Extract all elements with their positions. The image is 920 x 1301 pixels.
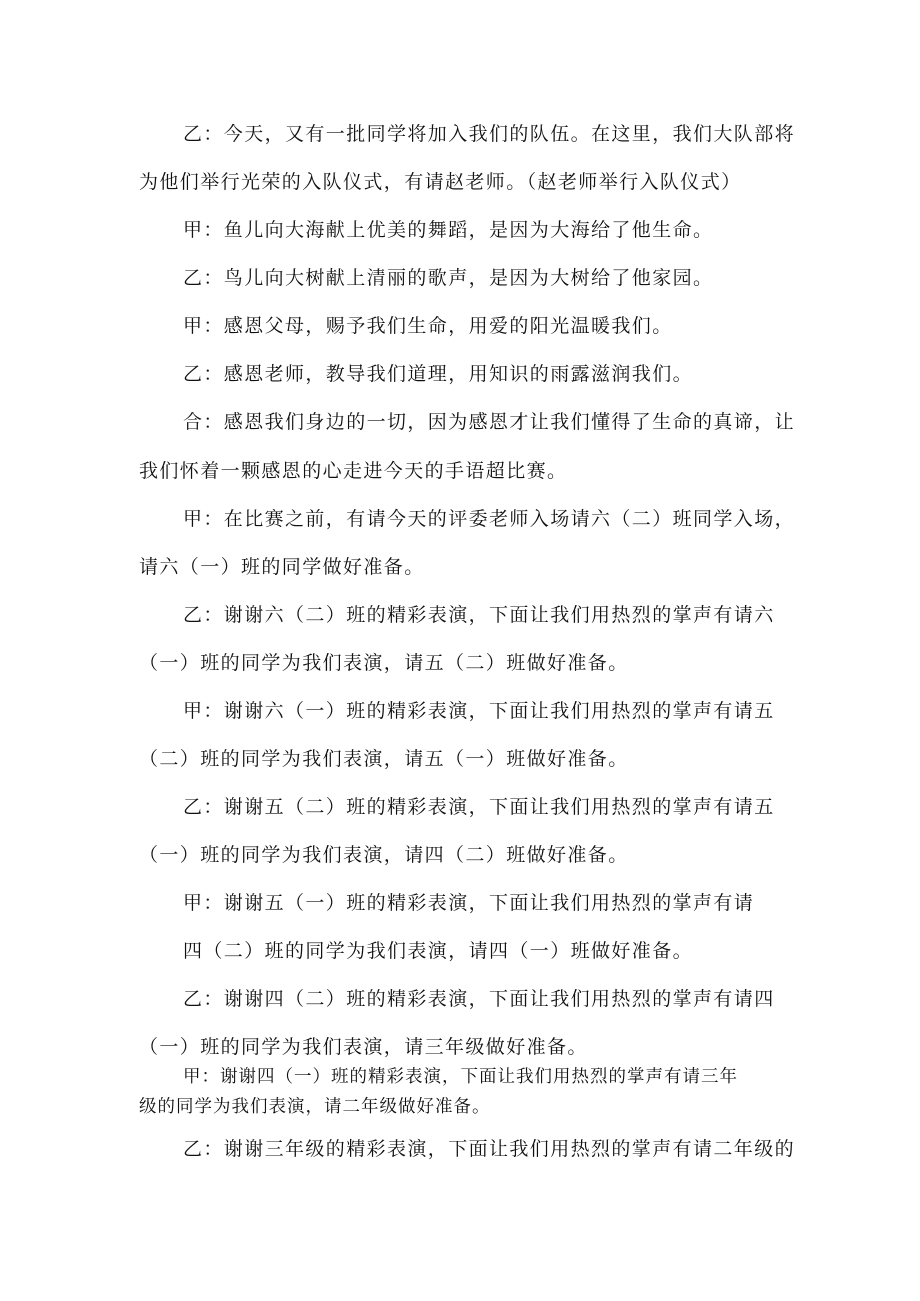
text-line: 甲：谢谢四（一）班的精彩表演，下面让我们用热烈的掌声有请三年 bbox=[183, 1067, 738, 1087]
text-line: 乙：今天，又有一批同学将加入我们的队伍。在这里，我们大队部将 bbox=[183, 123, 796, 145]
text-line: （一）班的同学为我们表演，请三年级做好准备。 bbox=[139, 1036, 588, 1058]
text-line: （一）班的同学为我们表演，请五（二）班做好准备。 bbox=[139, 652, 629, 674]
text-line: 乙：谢谢五（二）班的精彩表演，下面让我们用热烈的掌声有请五 bbox=[183, 796, 775, 818]
text-line: 为他们举行光荣的入队仪式，有请赵老师。（赵老师举行入队仪式） bbox=[139, 171, 742, 193]
text-line: 四（二）班的同学为我们表演，请四（一）班做好准备。 bbox=[183, 940, 694, 962]
text-line: 甲：谢谢五（一）班的精彩表演，下面让我们用热烈的掌声有请 bbox=[183, 892, 755, 914]
text-line: 乙：谢谢六（二）班的精彩表演，下面让我们用热烈的掌声有请六 bbox=[183, 604, 775, 626]
text-line: 乙：感恩老师，教导我们道理，用知识的雨露滋润我们。 bbox=[183, 363, 694, 385]
text-line: 乙：谢谢三年级的精彩表演，下面让我们用热烈的掌声有请二年级的 bbox=[183, 1138, 796, 1160]
text-line: （一）班的同学为我们表演，请四（二）班做好准备。 bbox=[139, 844, 629, 866]
text-line: 甲：谢谢六（一）班的精彩表演，下面让我们用热烈的掌声有请五 bbox=[183, 700, 775, 722]
text-line: 乙：鸟儿向大树献上清丽的歌声，是因为大树给了他家园。 bbox=[183, 267, 714, 289]
text-line: 甲：在比赛之前，有请今天的评委老师入场请六（二）班同学入场， bbox=[183, 508, 796, 530]
text-line: 我们怀着一颗感恩的心走进今天的手语超比赛。 bbox=[139, 460, 568, 482]
text-line: 乙：谢谢四（二）班的精彩表演，下面让我们用热烈的掌声有请四 bbox=[183, 988, 775, 1010]
text-line: 甲：鱼儿向大海献上优美的舞蹈，是因为大海给了他生命。 bbox=[183, 219, 714, 241]
text-line: 级的同学为我们表演，请二年级做好准备。 bbox=[139, 1097, 491, 1117]
text-line: 甲：感恩父母，赐予我们生命，用爱的阳光温暖我们。 bbox=[183, 315, 673, 337]
text-line: 请六（一）班的同学做好准备。 bbox=[139, 556, 425, 578]
text-line: 合：感恩我们身边的一切，因为感恩才让我们懂得了生命的真谛，让 bbox=[183, 411, 796, 433]
text-line: （二）班的同学为我们表演，请五（一）班做好准备。 bbox=[139, 748, 629, 770]
